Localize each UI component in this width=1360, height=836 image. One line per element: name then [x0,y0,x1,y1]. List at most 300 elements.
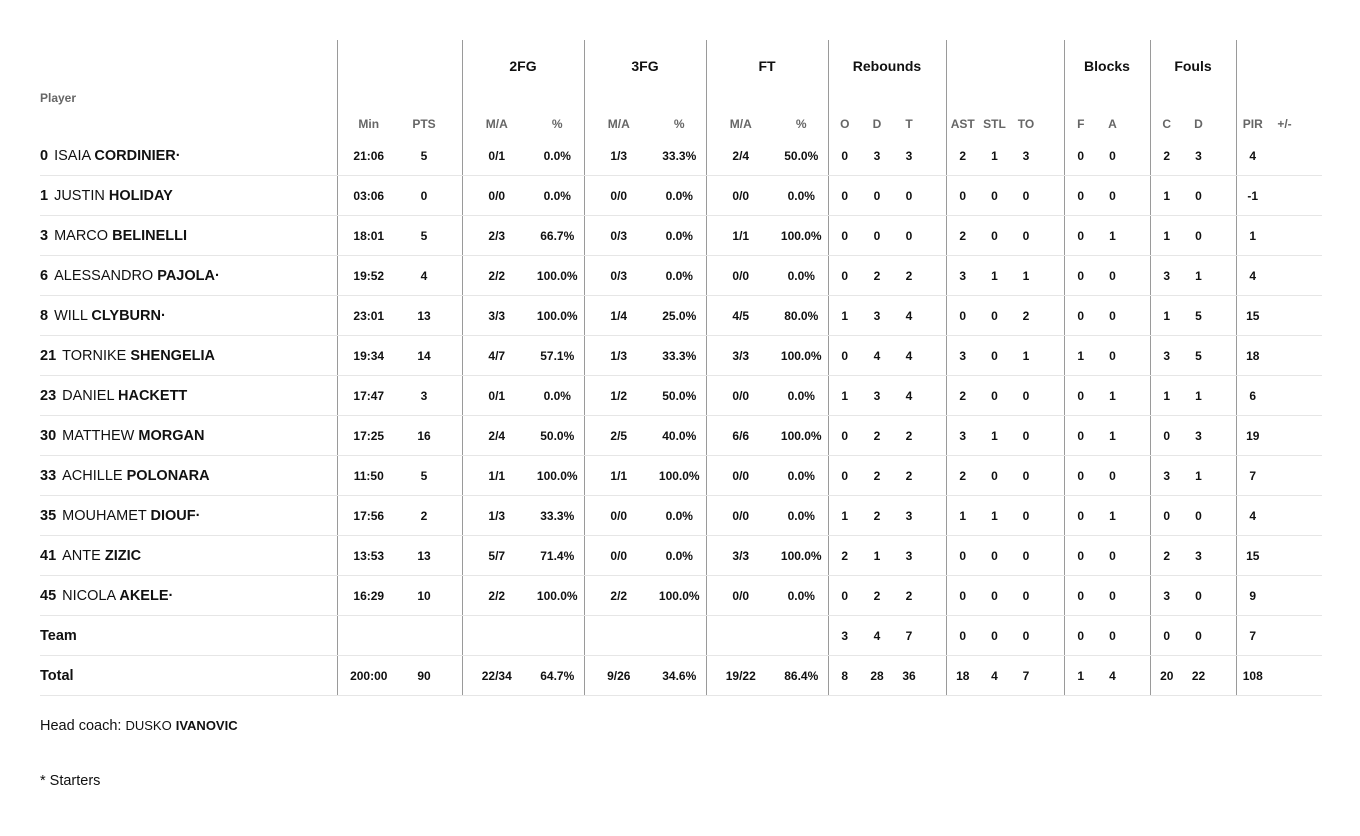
player-row[interactable] [40,137,1322,176]
cell-3fg-pct: 0.0% [653,536,706,576]
cell-blk-f: 0 [1064,296,1097,336]
cell-spacer [1128,456,1150,496]
player-cell[interactable] [40,576,337,616]
player-row[interactable] [40,296,1322,336]
cell-2fg-ma: 3/3 [462,296,531,336]
player-row[interactable] [40,376,1322,416]
player-cell[interactable] [40,416,337,456]
cell-spacer [1300,656,1322,696]
cell-to: 0 [1010,456,1042,496]
cell-foul-c: 0 [1150,616,1183,656]
cell-min: 13:53 [337,536,400,576]
cell-foul-d: 5 [1183,336,1214,376]
cell-spacer [1300,416,1322,456]
cell-spacer [1300,616,1322,656]
cell-spacer [448,137,462,176]
cell-foul-c: 1 [1150,296,1183,336]
cell-2fg-ma: 22/34 [462,656,531,696]
cell-ast: 2 [946,456,979,496]
header-2fg-ma: M/A [462,78,531,137]
header-foul-d: D [1194,117,1203,131]
cell-spacer [925,616,946,656]
header-ast: AST [946,78,979,137]
cell-ft-ma: 0/0 [706,176,775,216]
player-number: 8 [40,307,49,324]
cell-foul-d: 1 [1183,256,1214,296]
cell-min: 19:52 [337,256,400,296]
cell-blk-f: 0 [1064,456,1097,496]
cell-reb-d: 0 [861,176,893,216]
cell-blk-a: 0 [1097,256,1128,296]
cell-spacer [1128,496,1150,536]
cell-3fg-ma: 1/3 [584,336,653,376]
cell-spacer [925,456,946,496]
cell-2fg-pct: 100.0% [531,576,584,616]
cell-foul-c: 0 [1150,416,1183,456]
player-last-name: AKELE· [119,587,174,604]
cell-foul-d: 3 [1183,137,1214,176]
cell-min: 18:01 [337,216,400,256]
cell-2fg-pct: 33.3% [531,496,584,536]
cell-blk-a: 0 [1097,336,1128,376]
player-row[interactable] [40,216,1322,256]
player-number: 41 [40,547,57,564]
cell-plus-minus [1269,496,1300,536]
player-cell[interactable] [40,536,337,576]
cell-ast: 2 [946,376,979,416]
cell-ft-ma: 0/0 [706,496,775,536]
cell-blk-f: 0 [1064,376,1097,416]
cell-ast: 18 [946,656,979,696]
header-reb-o: O [828,78,861,137]
cell-ft-ma: 19/22 [706,656,775,696]
player-last-name: MORGAN [138,427,205,444]
cell-to: 0 [1010,576,1042,616]
cell-spacer [925,216,946,256]
cell-min: 17:56 [337,496,400,536]
cell-foul-d: 0 [1183,496,1214,536]
cell-spacer [1300,296,1322,336]
cell-3fg-pct: 100.0% [653,456,706,496]
player-number: 0 [40,148,49,164]
cell-spacer [1300,576,1322,616]
cell-pts: 13 [400,296,448,336]
header-pir: PIR [1236,78,1269,137]
cell-pir: 15 [1236,296,1269,336]
cell-spacer [1128,536,1150,576]
cell-reb-o: 0 [828,416,861,456]
cell-spacer [448,216,462,256]
cell-3fg-ma: 0/3 [584,216,653,256]
cell-reb-d: 4 [861,336,893,376]
player-row[interactable] [40,176,1322,216]
group-blocks: Blocks [1064,40,1150,78]
cell-to: 3 [1010,137,1042,176]
header-player: Player [40,91,77,105]
cell-3fg-pct: 25.0% [653,296,706,336]
cell-ft-pct: 86.4% [775,656,828,696]
player-last-name: PAJOLA· [157,267,220,284]
player-first-name: WILL [54,307,88,324]
header-min: Min [337,78,400,137]
player-row[interactable] [40,576,1322,616]
cell-3fg-pct: 50.0% [653,376,706,416]
cell-spacer [1300,376,1322,416]
cell-spacer [1128,296,1150,336]
cell-foul-c: 1 [1150,216,1183,256]
group-3fg: 3FG [584,40,706,78]
cell-blk-a: 0 [1097,616,1128,656]
cell-spacer [448,336,462,376]
cell-to: 1 [1010,256,1042,296]
cell-spacer [448,176,462,216]
player-row[interactable] [40,336,1322,376]
player-number: 6 [40,267,49,284]
player-last-name: POLONARA [126,467,210,484]
player-row[interactable] [40,496,1322,536]
cell-stl: 0 [979,536,1010,576]
cell-stl: 0 [979,376,1010,416]
cell-reb-d: 1 [861,536,893,576]
cell-foul-d: 1 [1183,376,1214,416]
header-3fg-ma: M/A [584,78,653,137]
cell-spacer [1042,176,1064,216]
player-cell[interactable] [40,496,337,536]
cell-ft-pct: 0.0% [775,256,828,296]
cell-spacer [1128,256,1150,296]
cell-stl: 0 [979,336,1010,376]
cell-ft-ma: 0/0 [706,456,775,496]
player-last-name: BELINELLI [112,227,188,244]
cell-reb-t: 3 [893,496,925,536]
cell-ft-ma: 0/0 [706,376,775,416]
cell-2fg-pct: 57.1% [531,336,584,376]
player-last-name: SHENGELIA [130,347,215,364]
cell-ast: 0 [946,576,979,616]
cell-foul-d: 0 [1183,176,1214,216]
cell-reb-d: 2 [861,576,893,616]
cell-spacer [925,536,946,576]
cell-stl: 0 [979,176,1010,216]
cell-spacer [448,456,462,496]
cell-spacer [925,296,946,336]
cell-spacer [925,656,946,696]
cell-plus-minus [1269,376,1300,416]
cell-2fg-ma: 1/1 [462,456,531,496]
cell-foul-c: 3 [1150,336,1183,376]
cell-pts: 5 [400,456,448,496]
cell-reb-t: 2 [893,416,925,456]
cell-plus-minus [1269,416,1300,456]
cell-2fg-ma: 2/3 [462,216,531,256]
header-ft-ma: M/A [706,78,775,137]
cell-pir: 108 [1236,656,1269,696]
cell-ast: 0 [946,536,979,576]
cell-min: 200:00 [337,656,400,696]
cell-pts: 90 [400,656,448,696]
cell-spacer [1214,536,1236,576]
player-cell[interactable] [40,336,337,376]
cell-min: 21:06 [337,137,400,176]
cell-foul-c: 3 [1150,456,1183,496]
cell-reb-o: 3 [828,616,861,656]
cell-pts: 4 [400,256,448,296]
cell-spacer [1128,376,1150,416]
cell-plus-minus [1269,176,1300,216]
cell-spacer [1214,496,1236,536]
cell-reb-o: 0 [828,137,861,176]
cell-blk-f: 0 [1064,416,1097,456]
player-cell[interactable] [40,176,337,216]
cell-to: 0 [1010,536,1042,576]
cell-foul-c: 3 [1150,256,1183,296]
player-first-name: ACHILLE [62,467,123,484]
cell-reb-t: 2 [893,576,925,616]
player-number: 21 [40,347,57,364]
cell-spacer [1128,216,1150,256]
cell-2fg-ma: 2/2 [462,576,531,616]
cell-ast: 3 [946,256,979,296]
cell-ft-ma: 0/0 [706,256,775,296]
player-last-name: HACKETT [118,387,188,404]
cell-blk-a: 0 [1097,456,1128,496]
cell-reb-t: 7 [893,616,925,656]
cell-pts: 16 [400,416,448,456]
cell-min: 03:06 [337,176,400,216]
cell-stl: 4 [979,656,1010,696]
cell-min: 16:29 [337,576,400,616]
cell-spacer [1214,456,1236,496]
cell-spacer [1042,216,1064,256]
cell-pts: 5 [400,137,448,176]
cell-3fg-pct: 0.0% [653,496,706,536]
cell-foul-c: 20 [1150,656,1183,696]
cell-reb-d: 2 [861,456,893,496]
cell-ast: 3 [946,336,979,376]
cell-spacer [1042,616,1064,656]
cell-blk-a: 0 [1097,576,1128,616]
player-row[interactable] [40,416,1322,456]
cell-3fg-pct: 0.0% [653,256,706,296]
cell-spacer [1128,416,1150,456]
player-first-name: MOUHAMET [62,507,147,524]
cell-pts: 14 [400,336,448,376]
cell-spacer [1042,376,1064,416]
cell-spacer [925,376,946,416]
player-cell[interactable] [40,376,337,416]
group-rebounds: Rebounds [828,40,946,78]
player-number: 45 [40,587,57,604]
cell-to: 1 [1010,336,1042,376]
player-number: 1 [40,187,49,204]
cell-blk-a: 0 [1097,137,1128,176]
cell-3fg-pct: 100.0% [653,576,706,616]
player-cell[interactable] [40,137,337,176]
cell-2fg-ma: 2/4 [462,416,531,456]
cell-blk-a: 0 [1097,536,1128,576]
cell-min: 11:50 [337,456,400,496]
cell-2fg-pct: 0.0% [531,176,584,216]
cell-reb-t: 2 [893,456,925,496]
cell-spacer [1300,176,1322,216]
cell-blk-f: 0 [1064,616,1097,656]
cell-ast: 1 [946,496,979,536]
cell-3fg-ma: 2/5 [584,416,653,456]
cell-blk-a: 0 [1097,296,1128,336]
player-first-name: NICOLA [62,587,116,604]
cell-blk-f: 0 [1064,576,1097,616]
cell-plus-minus [1269,536,1300,576]
cell-ft-ma: 6/6 [706,416,775,456]
cell-2fg-pct: 100.0% [531,296,584,336]
cell-3fg-ma [584,616,653,656]
cell-reb-t: 0 [893,176,925,216]
coach-first-name: DUSKO [125,718,172,733]
cell-stl: 1 [979,137,1010,176]
cell-spacer [1042,137,1064,176]
cell-reb-o: 1 [828,376,861,416]
cell-reb-t: 4 [893,296,925,336]
cell-spacer [1300,336,1322,376]
cell-spacer [448,496,462,536]
cell-reb-o: 0 [828,256,861,296]
cell-reb-d: 28 [861,656,893,696]
cell-foul-d: 5 [1183,296,1214,336]
cell-reb-t: 3 [893,536,925,576]
cell-spacer [1128,137,1150,176]
cell-reb-t: 36 [893,656,925,696]
cell-min: 19:34 [337,336,400,376]
player-cell[interactable] [40,456,337,496]
player-cell[interactable] [40,216,337,256]
cell-spacer [1300,496,1322,536]
cell-3fg-pct: 40.0% [653,416,706,456]
cell-2fg-pct: 71.4% [531,536,584,576]
cell-pir: 7 [1236,456,1269,496]
cell-spacer [925,137,946,176]
cell-ft-pct: 80.0% [775,296,828,336]
cell-3fg-ma: 0/0 [584,496,653,536]
cell-reb-d: 3 [861,376,893,416]
cell-blk-a: 1 [1097,416,1128,456]
cell-blk-f: 1 [1064,656,1097,696]
cell-spacer [1042,336,1064,376]
cell-spacer [1214,376,1236,416]
player-cell[interactable] [40,256,337,296]
cell-spacer [448,536,462,576]
cell-min: 23:01 [337,296,400,336]
player-first-name: TORNIKE [62,347,127,364]
cell-pir: 1 [1236,216,1269,256]
cell-min: 17:25 [337,416,400,456]
total-row [40,656,1322,696]
cell-ft-pct: 100.0% [775,336,828,376]
cell-reb-t: 3 [893,137,925,176]
cell-foul-d: 0 [1183,216,1214,256]
cell-spacer [925,336,946,376]
cell-plus-minus [1269,656,1300,696]
cell-2fg-pct: 64.7% [531,656,584,696]
cell-3fg-pct: 0.0% [653,176,706,216]
cell-reb-o: 0 [828,176,861,216]
cell-ft-pct: 100.0% [775,216,828,256]
cell-reb-o: 0 [828,216,861,256]
player-first-name: MATTHEW [62,427,135,444]
cell-pts: 10 [400,576,448,616]
cell-spacer [448,576,462,616]
cell-ast: 0 [946,296,979,336]
header-plus-minus: +/- [1277,117,1292,131]
header-2fg-pct: % [551,117,563,131]
cell-spacer [1214,416,1236,456]
cell-2fg-pct: 100.0% [531,456,584,496]
player-number: 35 [40,507,57,524]
cell-2fg-ma [462,616,531,656]
cell-foul-c: 1 [1150,176,1183,216]
cell-3fg-ma: 1/3 [584,137,653,176]
cell-min [337,616,400,656]
header-ft-pct: % [795,117,807,131]
group-ft: FT [706,40,828,78]
cell-blk-a: 0 [1097,176,1128,216]
cell-stl: 0 [979,296,1010,336]
cell-ast: 0 [946,616,979,656]
player-row[interactable] [40,536,1322,576]
cell-pts: 2 [400,496,448,536]
cell-3fg-ma: 0/0 [584,536,653,576]
cell-reb-t: 0 [893,216,925,256]
header-blk-a: A [1108,117,1117,131]
cell-reb-t: 2 [893,256,925,296]
header-foul-c: C [1150,78,1183,137]
player-row[interactable] [40,456,1322,496]
player-cell[interactable] [40,296,337,336]
cell-plus-minus [1269,456,1300,496]
cell-blk-a: 1 [1097,376,1128,416]
cell-reb-o: 8 [828,656,861,696]
header-reb-t: T [905,117,913,131]
cell-pir: 15 [1236,536,1269,576]
cell-pts [400,616,448,656]
cell-pir: 7 [1236,616,1269,656]
cell-to: 7 [1010,656,1042,696]
cell-spacer [1042,496,1064,536]
cell-reb-d: 0 [861,216,893,256]
cell-to: 0 [1010,376,1042,416]
cell-pir: 18 [1236,336,1269,376]
cell-ft-pct: 0.0% [775,376,828,416]
player-row[interactable] [40,256,1322,296]
head-coach [40,718,238,734]
cell-2fg-pct: 50.0% [531,416,584,456]
cell-ft-ma: 0/0 [706,576,775,616]
cell-2fg-pct: 0.0% [531,137,584,176]
cell-plus-minus [1269,296,1300,336]
cell-spacer [1214,216,1236,256]
cell-2fg-pct: 0.0% [531,376,584,416]
cell-pir: 9 [1236,576,1269,616]
cell-3fg-ma: 2/2 [584,576,653,616]
cell-2fg-ma: 0/0 [462,176,531,216]
cell-foul-d: 1 [1183,456,1214,496]
cell-3fg-ma: 0/3 [584,256,653,296]
cell-spacer [1300,456,1322,496]
cell-ft-pct: 100.0% [775,536,828,576]
player-number: 30 [40,427,57,444]
cell-spacer [1042,656,1064,696]
cell-foul-d: 3 [1183,536,1214,576]
cell-stl: 0 [979,216,1010,256]
